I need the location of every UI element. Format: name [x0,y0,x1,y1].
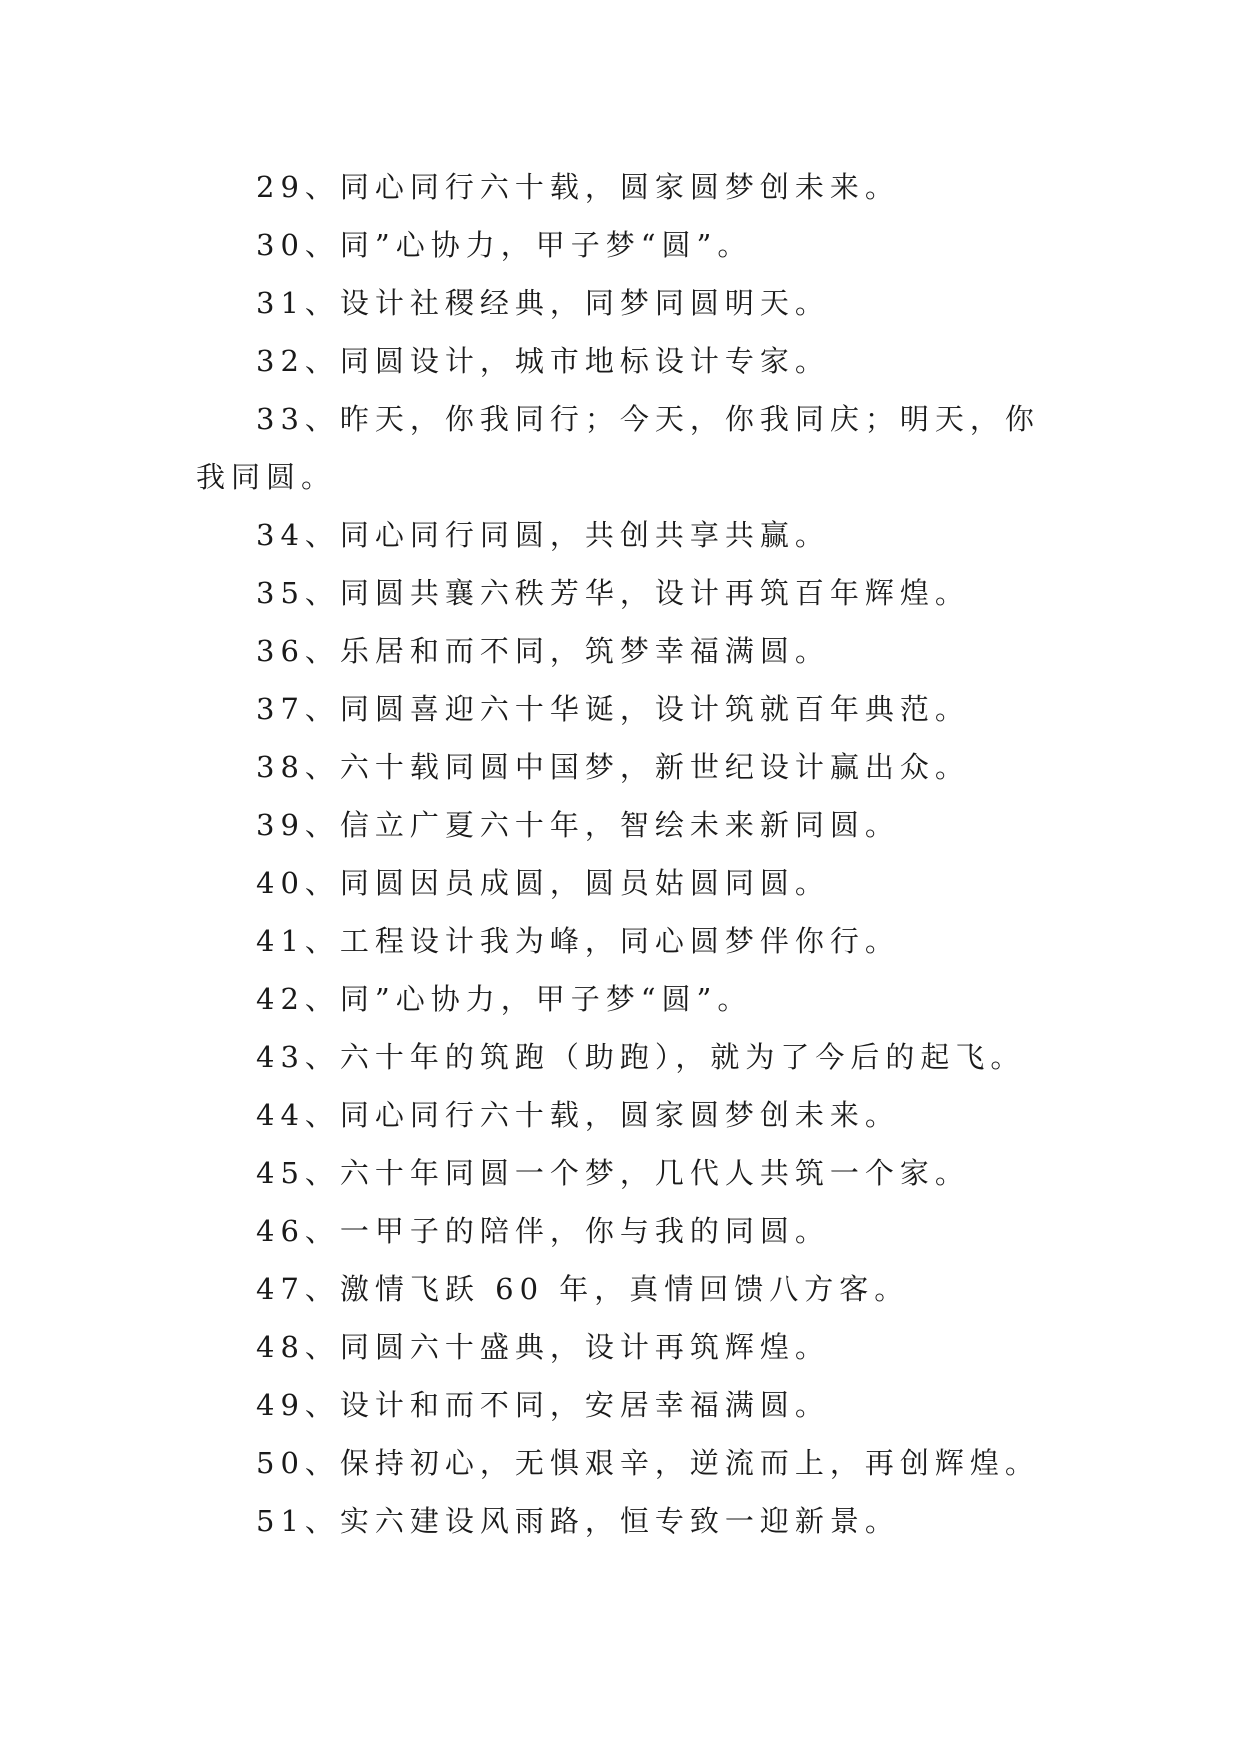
slogan-line: 38、六十载同圆中国梦，新世纪设计赢出众。 [256,750,970,784]
slogan-line: 44、同心同行六十载，圆家圆梦创未来。 [256,1098,900,1132]
slogan-line: 29、同心同行六十载，圆家圆梦创未来。 [256,170,900,204]
slogan-line: 35、同圆共襄六秩芳华，设计再筑百年辉煌。 [256,576,970,610]
slogan-line: 36、乐居和而不同，筑梦幸福满圆。 [256,634,830,668]
slogan-line: 37、同圆喜迎六十华诞，设计筑就百年典范。 [256,692,970,726]
slogan-line: 41、工程设计我为峰，同心圆梦伴你行。 [256,924,900,958]
slogan-line: 46、一甲子的陪伴，你与我的同圆。 [256,1214,830,1248]
slogan-line: 33、昨天，你我同行；今天，你我同庆；明天，你我同圆。 [196,402,1040,494]
slogan-line: 31、设计社稷经典，同梦同圆明天。 [256,286,830,320]
slogan-line: 34、同心同行同圆，共创共享共赢。 [256,518,830,552]
slogan-line: 47、激情飞跃 60 年，真情回馈八方客。 [256,1272,910,1306]
slogan-line: 49、设计和而不同，安居幸福满圆。 [256,1388,830,1422]
slogan-line: 45、六十年同圆一个梦，几代人共筑一个家。 [256,1156,970,1190]
slogan-list [196,158,1066,1550]
slogan-line: 30、同”心协力，甲子梦“圆”。 [256,228,753,262]
slogan-line: 40、同圆因员成圆，圆员姑圆同圆。 [256,866,830,900]
slogan-line: 32、同圆设计，城市地标设计专家。 [256,344,830,378]
slogan-line: 50、保持初心，无惧艰辛，逆流而上，再创辉煌。 [256,1446,1040,1480]
slogan-line: 48、同圆六十盛典，设计再筑辉煌。 [256,1330,830,1364]
slogan-line: 39、信立广夏六十年，智绘未来新同圆。 [256,808,900,842]
slogan-line: 42、同”心协力，甲子梦“圆”。 [256,982,753,1016]
slogan-line: 43、六十年的筑跑（助跑），就为了今后的起飞。 [256,1040,1026,1074]
slogan-line: 51、实六建设风雨路，恒专致一迎新景。 [256,1504,900,1538]
